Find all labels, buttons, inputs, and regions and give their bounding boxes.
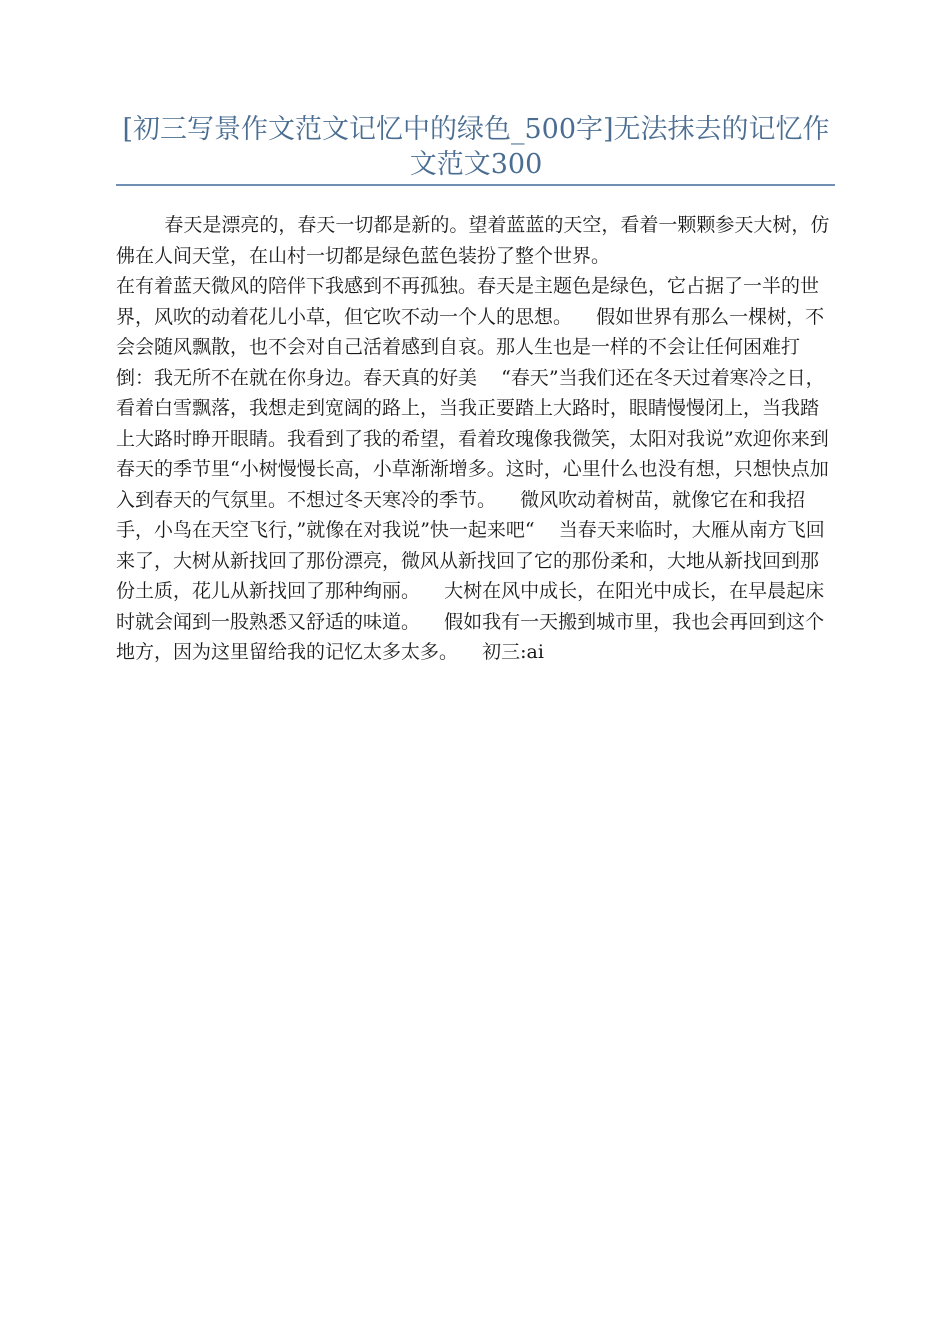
title-underline — [116, 184, 835, 186]
article-body: 春天是漂亮的，春天一切都是新的。望着蓝蓝的天空，看着一颗颗参天大树，仿佛在人间天堂，在山村一切都是绿色蓝色装扮了整个世界。 在有着蓝天微风的陪伴下我感到不再孤独。春天是主题色是绿色，它占据了一半的世界，风吹的动着花儿小草，但它吹不动一个人的思想。 假如世界有那么一棵树，不会会随风飘散，也不会对自己活着感到自哀。那人生也是一样的不会让任何困难打倒：我无所不在就在你身边。春天真的好美 “春天”当我们还在冬天过着寒冷之日，看着白雪飘落，我想走到宽阔的路上，当我正要踏上大路时，眼睛慢慢闭上，当我踏上大路时睁开眼睛。我看到了我的希望，看着玫瑰像我微笑，太阳对我说”欢迎你来到春天的季节里“小树慢慢长高，小草渐渐增多。这时，心里什么也没有想，只想快点加入到春天的气氛里。不想过冬天寒冷的季节。 微风吹动着树苗，就像它在和我招手，小鸟在天空飞行，”就像在对我说”快一起来吧“ 当春天来临时，大雁从南方飞回来了，大树从新找回了那份漂亮，微风从新找回了它的那份柔和，大地从新找回到那份土质，花儿从新找回了那种绚丽。 大树在风中成长，在阳光中成长，在早晨起床时就会闻到一股熟悉又舒适的味道。 假如我有一天搬到城市里，我也会再回到这个地方，因为这里留给我的记忆太多太多。 初三:ai — [116, 214, 830, 663]
document-title: [初三写景作文范文记忆中的绿色_500字]无法抹去的记忆作文范文300 — [122, 114, 830, 180]
